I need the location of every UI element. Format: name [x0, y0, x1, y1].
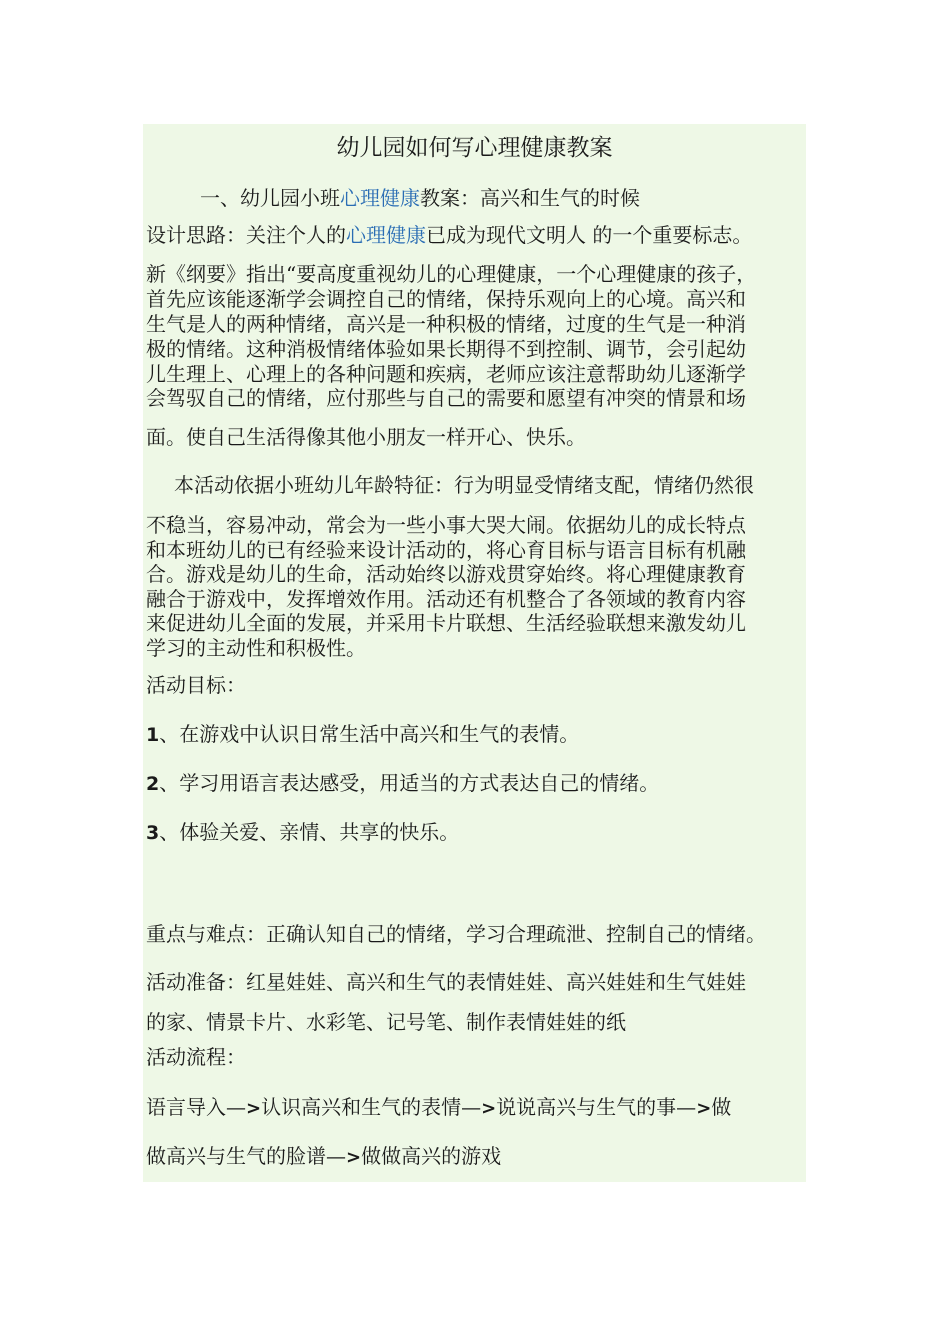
preparation-line-2: 的家、情景卡片、水彩笔、记号笔、制作表情娃娃的纸	[146, 1010, 626, 1034]
goal-item-3	[146, 820, 808, 846]
para1-line-2: 首先应该能逐渐学会调控自己的情绪，保持乐观向上的心境。高兴和	[146, 287, 746, 311]
flow-step: 做高兴与生气的脸谱—	[146, 1144, 346, 1168]
arrow-icon: >	[696, 1098, 712, 1119]
goal-text: 、学习用语言表达感受，用适当的方式表达自己的情绪。	[159, 771, 660, 795]
para2-line-3: 合。游戏是幼儿的生命，活动始终以游戏贯穿始终。将心理健康教育	[146, 562, 746, 586]
section-heading-suffix: 教案：高兴和生气的时候	[420, 186, 640, 210]
design-idea	[146, 223, 808, 248]
goal-number: 3	[146, 822, 160, 844]
key-points: 重点与难点：正确认知自己的情绪，学习合理疏泄、控制自己的情绪。	[146, 922, 766, 946]
design-idea-suffix: 已成为现代文明人 的一个重要标志。	[426, 223, 753, 247]
flow-step: 做	[711, 1095, 732, 1119]
goal-item-2	[146, 771, 808, 797]
goal-item-1	[146, 722, 808, 748]
flow-step: 语言导入—	[146, 1095, 246, 1119]
flow-step: 认识高兴和生气的表情—	[261, 1095, 482, 1119]
goal-text: 、在游戏中认识日常生活中高兴和生气的表情。	[159, 722, 580, 746]
para1-line-3: 生气是人的两种情绪，高兴是一种积极的情绪，过度的生气是一种消	[146, 312, 746, 336]
para1-line-4: 极的情绪。这种消极情绪体验如果长期得不到控制、调节，会引起幼	[146, 337, 746, 361]
para1-last-line: 面。使自己生活得像其他小朋友一样开心、快乐。	[146, 425, 586, 449]
document-title: 幼儿园如何写心理健康教案	[336, 135, 613, 161]
flow-heading: 活动流程：	[146, 1045, 246, 1069]
para2-line-6: 学习的主动性和积极性。	[146, 636, 366, 660]
arrow-icon: >	[346, 1147, 362, 1168]
flow-step: 做做高兴的游戏	[361, 1144, 502, 1168]
design-idea-prefix: 设计思路：关注个人的	[146, 223, 346, 247]
para2-first-line: 本活动依据小班幼儿年龄特征：行为明显受情绪支配，情绪仍然很	[174, 473, 754, 497]
section-heading	[200, 186, 862, 211]
goal-number: 1	[146, 724, 160, 746]
arrow-icon: >	[246, 1098, 262, 1119]
para1-line-1: 新《纲要》指出“要高度重视幼儿的心理健康，一个心理健康的孩子，	[146, 262, 757, 286]
mental-health-link[interactable]: 心理健康	[340, 186, 420, 210]
flow-line-2	[146, 1144, 808, 1170]
para1-line-6: 会驾驭自己的情绪，应付那些与自己的需要和愿望有冲突的情景和场	[146, 386, 746, 410]
para1-line-5: 儿生理上、心理上的各种问题和疾病，老师应该注意帮助幼儿逐渐学	[146, 362, 746, 386]
para2-line-1: 不稳当，容易冲动，常会为一些小事大哭大闹。依据幼儿的成长特点	[146, 513, 746, 537]
para2-line-2: 和本班幼儿的已有经验来设计活动的，将心育目标与语言目标有机融	[146, 538, 746, 562]
preparation-line-1: 活动准备：红星娃娃、高兴和生气的表情娃娃、高兴娃娃和生气娃娃	[146, 970, 746, 994]
section-heading-prefix: 一、幼儿园小班	[200, 186, 340, 210]
arrow-icon: >	[481, 1098, 497, 1119]
flow-line-1	[146, 1095, 808, 1121]
goal-text: 、体验关爱、亲情、共享的快乐。	[159, 820, 460, 844]
para2-line-4: 融合于游戏中，发挥增效作用。活动还有机整合了各领域的教育内容	[146, 587, 746, 611]
goal-number: 2	[146, 773, 160, 795]
para2-line-5: 来促进幼儿全面的发展，并采用卡片联想、生活经验联想来激发幼儿	[146, 611, 746, 635]
mental-health-link-2[interactable]: 心理健康	[346, 223, 426, 247]
goals-heading: 活动目标：	[146, 673, 246, 697]
flow-step: 说说高兴与生气的事—	[496, 1095, 697, 1119]
